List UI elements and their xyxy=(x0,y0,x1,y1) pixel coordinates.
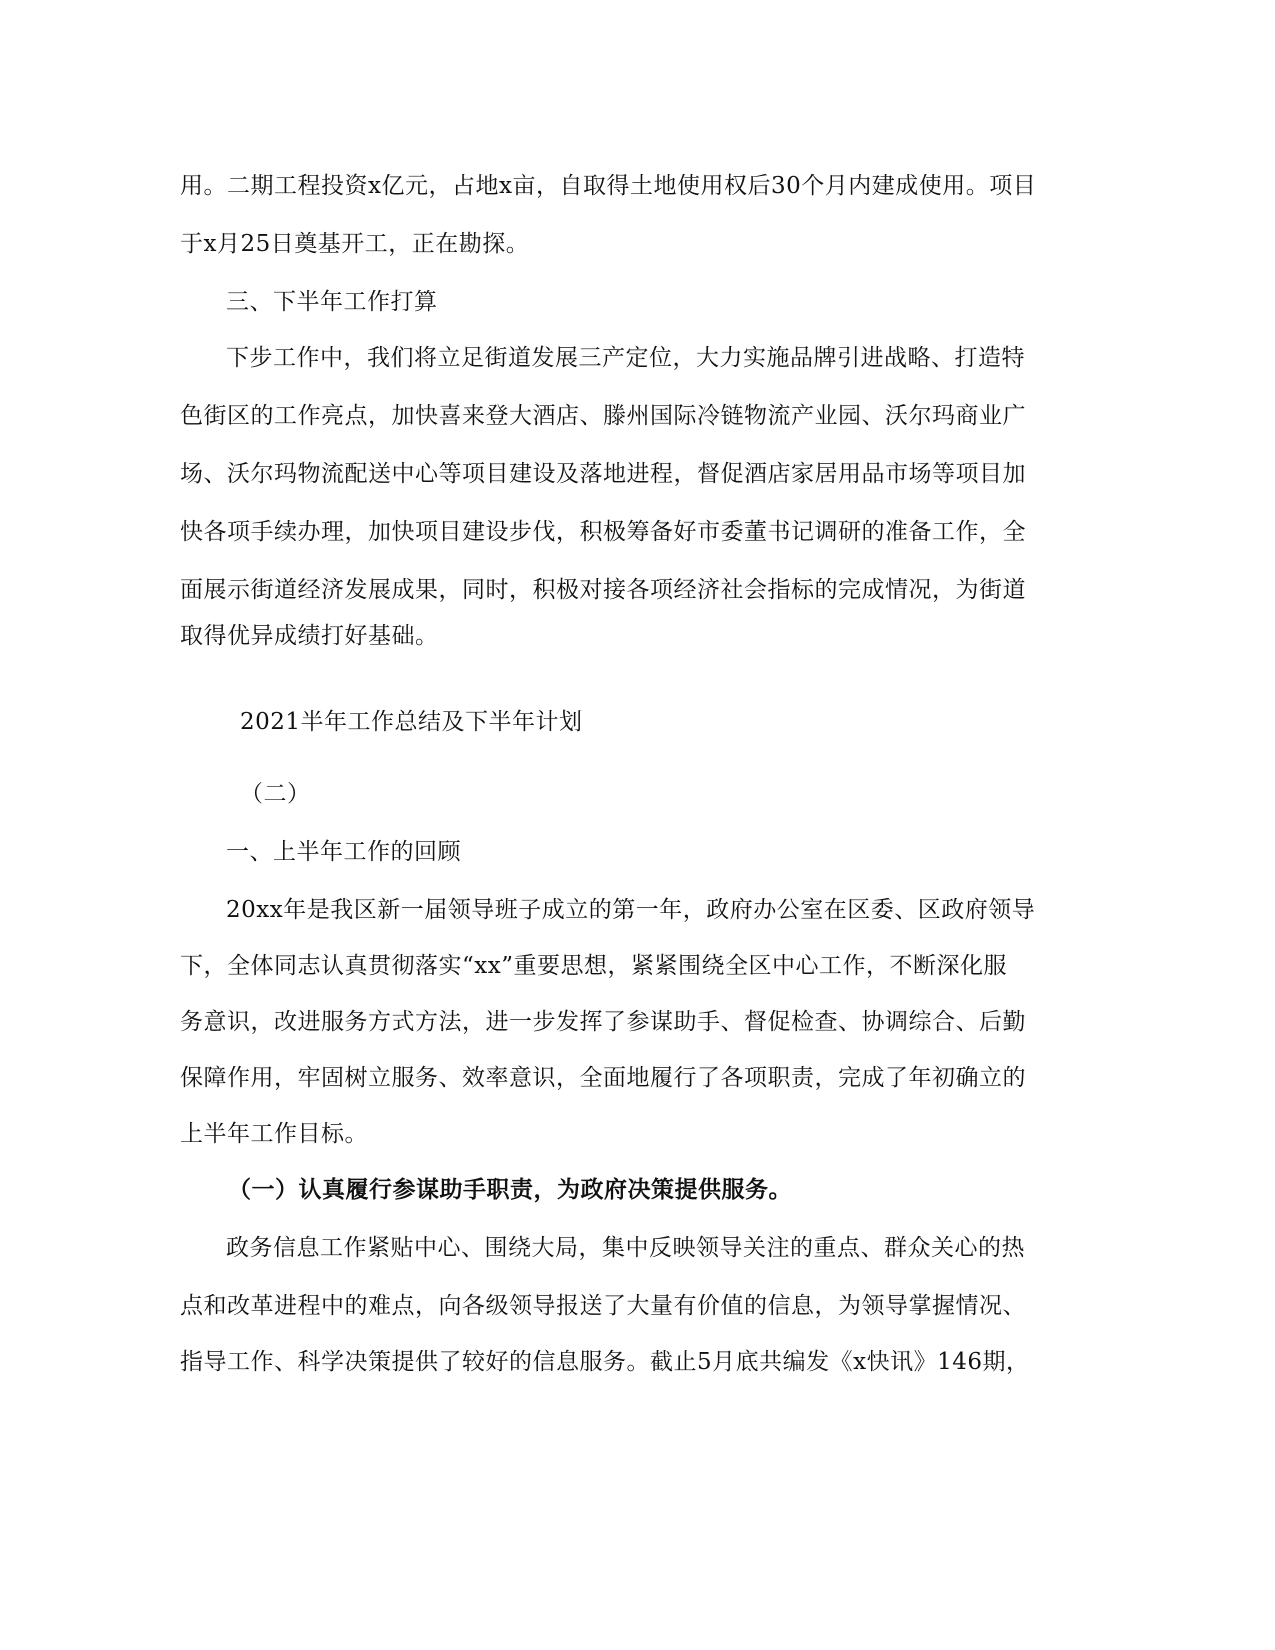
paragraph-line: 色街区的工作亮点，加快喜来登大酒店、滕州国际冷链物流产业园、沃尔玛商业广 xyxy=(180,403,1026,429)
section-heading: 三、下半年工作打算 xyxy=(226,289,438,315)
subsection-heading: （一）认真履行参谋助手职责，为政府决策提供服务。 xyxy=(228,1176,792,1203)
paragraph-line: 用。二期工程投资x亿元，占地x亩，自取得土地使用权后30个月内建成使用。项目 xyxy=(180,173,1037,199)
paragraph-line: 保障作用，牢固树立服务、效率意识，全面地履行了各项职责，完成了年初确立的 xyxy=(180,1065,1026,1091)
paragraph-line: 于x月25日奠基开工，正在勘探。 xyxy=(180,231,530,257)
paragraph-line: 务意识，改进服务方式方法，进一步发挥了参谋助手、督促检查、协调综合、后勤 xyxy=(180,1009,1026,1035)
paragraph-line: 取得优异成绩打好基础。 xyxy=(180,623,439,649)
paragraph-line: 点和改革进程中的难点，向各级领导报送了大量有价值的信息，为领导掌握情况、 xyxy=(180,1293,1026,1319)
paragraph-line: 场、沃尔玛物流配送中心等项目建设及落地进程，督促酒店家居用品市场等项目加 xyxy=(180,461,1026,487)
paragraph-line: 指导工作、科学决策提供了较好的信息服务。截止5月底共编发《x快讯》146期， xyxy=(180,1349,1030,1375)
section-heading: 一、上半年工作的回顾 xyxy=(226,839,461,865)
paragraph-line: 20xx年是我区新一届领导班子成立的第一年，政府办公室在区委、区政府领导 xyxy=(226,897,1036,923)
document-title: 2021半年工作总结及下半年计划 xyxy=(240,709,583,735)
paragraph-line: 下步工作中，我们将立足街道发展三产定位，大力实施品牌引进战略、打造特 xyxy=(226,345,1025,371)
paragraph-line: 上半年工作目标。 xyxy=(180,1121,368,1147)
paragraph-line: 快各项手续办理，加快项目建设步伐，积极筹备好市委董书记调研的准备工作，全 xyxy=(180,519,1026,545)
paragraph-line: 政务信息工作紧贴中心、围绕大局，集中反映领导关注的重点、群众关心的热 xyxy=(226,1235,1025,1261)
paragraph-line: 面展示街道经济发展成果，同时，积极对接各项经济社会指标的完成情况，为街道 xyxy=(180,577,1026,603)
section-number: （二） xyxy=(240,781,311,807)
paragraph-line: 下，全体同志认真贯彻落实“xx”重要思想，紧紧围绕全区中心工作，不断深化服 xyxy=(180,953,1007,979)
